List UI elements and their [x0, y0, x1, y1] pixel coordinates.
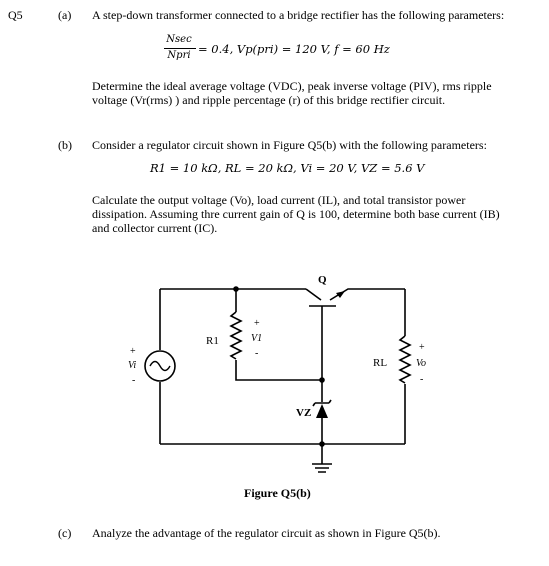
- v1-minus-sign: -: [255, 348, 259, 359]
- junction-dot: [319, 377, 325, 383]
- part-a-intro: A step-down transformer connected to a bridge rectifier has the following parameters:: [92, 8, 505, 22]
- rl-label: RL: [373, 357, 388, 369]
- vo-label: Vo: [416, 358, 426, 369]
- ground-symbol: [312, 464, 332, 472]
- part-b-label: (b): [58, 138, 72, 152]
- vi-label: Vi: [128, 360, 137, 371]
- junction-dot: [233, 286, 239, 292]
- part-c-text: Analyze the advantage of the regulator circuit as shown in Figure Q5(b).: [92, 526, 441, 540]
- junction-dot: [319, 441, 325, 447]
- vz-label: VZ: [296, 407, 312, 419]
- fraction-denominator: Npri: [167, 50, 191, 61]
- part-a-task-line-2: voltage (Vr(rms) ) and ripple percentage (r) of this bridge rectifier circuit.: [92, 93, 446, 107]
- part-a-task-line-1: Determine the ideal average voltage (VDC), peak inverse voltage (PIV), rms ripple: [92, 79, 492, 93]
- zener-diode-icon: [316, 404, 328, 418]
- r1-label: R1: [206, 335, 219, 347]
- vi-plus-sign: +: [130, 346, 136, 357]
- fraction-numerator: Nsec: [166, 34, 192, 45]
- r1-resistor: [231, 312, 241, 359]
- part-b-task-line-1: Calculate the output voltage (Vo), load current (IL), and total transistor power: [92, 193, 466, 207]
- collector-lead: [306, 289, 321, 300]
- part-b-task-line-2: dissipation. Assuming thre current gain of Q is 100, determine both base current (IB): [92, 207, 500, 221]
- part-a-equation: = 0.4, Vp(pri) = 120 V, f = 60 Hz: [198, 42, 390, 56]
- part-c-label: (c): [58, 526, 72, 540]
- sine-icon: [150, 362, 170, 371]
- part-b-params: R1 = 10 kΩ, RL = 20 kΩ, Vi = 20 V, VZ = 5.6 V: [150, 161, 425, 175]
- transistor-label: Q: [318, 274, 327, 286]
- vo-plus-sign: +: [419, 342, 425, 353]
- figure-caption: Figure Q5(b): [244, 486, 311, 500]
- v1-plus-sign: +: [254, 318, 260, 329]
- part-a-label: (a): [58, 8, 72, 22]
- r1-bottom-wire: [236, 360, 322, 380]
- part-b-task-line-3: and collector current (IC).: [92, 221, 218, 235]
- vi-minus-sign: -: [132, 375, 136, 386]
- v1-label: V1: [251, 333, 263, 344]
- question-number: Q5: [8, 8, 23, 22]
- part-b-intro: Consider a regulator circuit shown in Figure Q5(b) with the following parameters:: [92, 138, 487, 152]
- vo-minus-sign: -: [420, 374, 424, 385]
- transistor-emitter-arrow: [336, 291, 345, 298]
- rl-resistor: [400, 336, 410, 383]
